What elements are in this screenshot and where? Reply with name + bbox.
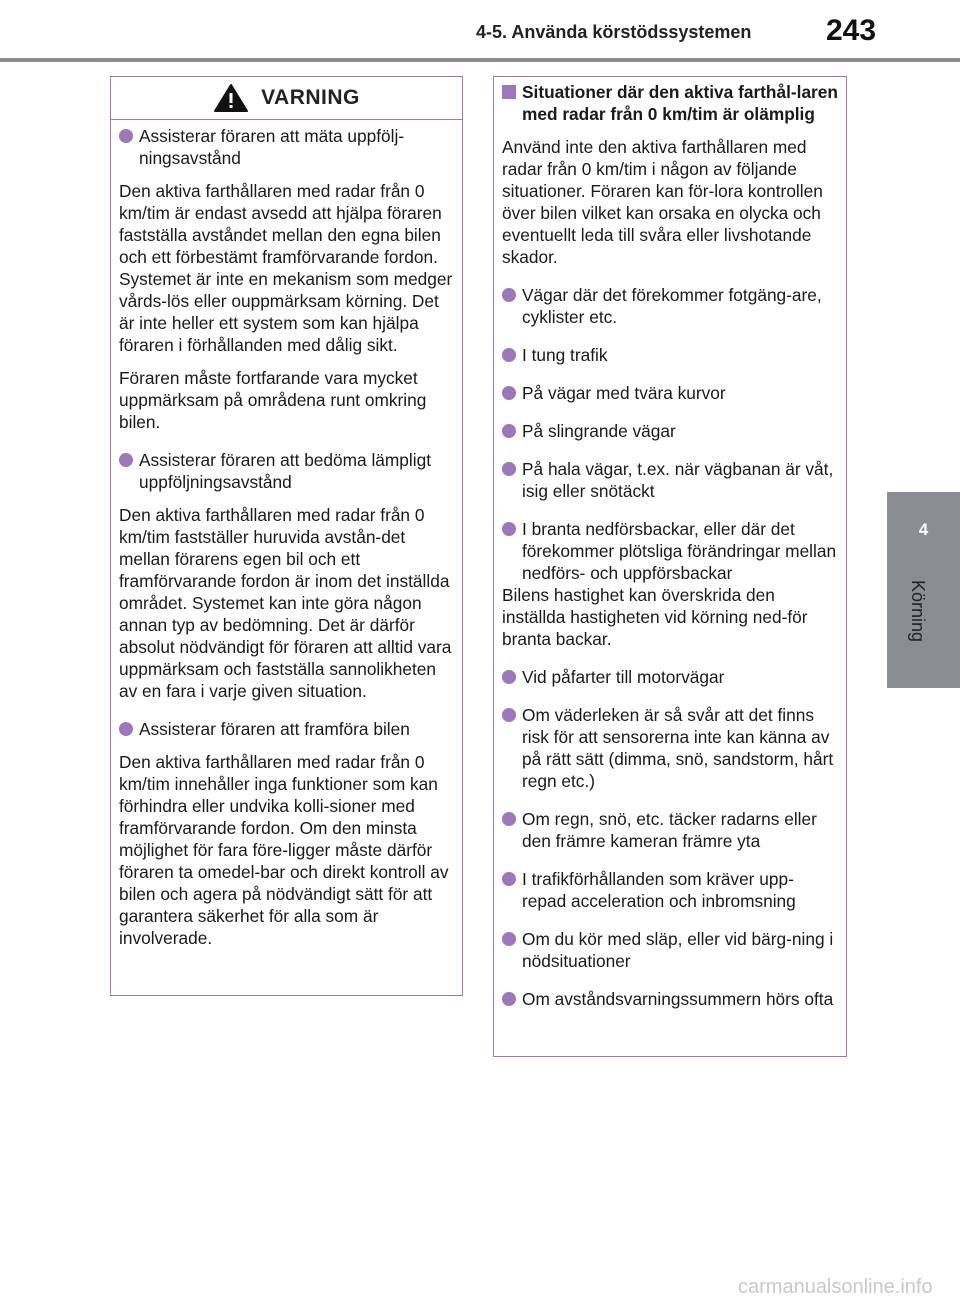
info-intro: Använd inte den aktiva farthållaren med radar från 0 km/tim i någon av följande situationer. Föraren kan för-lora kontrollen över bilen vilket kan orsaka en olycka och eventuellt leda till svåra eller livshotande skador. [502, 137, 823, 267]
bullet-dot [502, 462, 516, 476]
bullet-dot [119, 453, 133, 467]
info-item-text: Om du kör med släp, eller vid bärg-ning i nödsituationer [522, 929, 834, 971]
warning-box [110, 76, 463, 996]
info-item-text: Vid påfarter till motorvägar [522, 667, 725, 687]
info-item-text: Om avståndsvarningssummern hörs ofta [522, 989, 834, 1009]
warning-title: VARNING [261, 86, 360, 109]
info-heading: Situationer där den aktiva farthål-laren med radar från 0 km/tim är olämplig [522, 82, 838, 124]
info-item-text: I branta nedförsbackar, eller där det förekommer plötsliga förändringar mellan nedförs- och uppförsbackar [522, 519, 837, 583]
info-item-text: På slingrande vägar [522, 421, 676, 441]
bullet-dot [502, 348, 516, 362]
info-item [502, 344, 838, 366]
square-bullet [502, 85, 516, 99]
bullet-dot [502, 872, 516, 886]
info-item-text: På vägar med tvära kurvor [522, 383, 726, 403]
warning-item-text: Föraren måste fortfarande vara mycket uppmärksam på områdena runt omkring bilen. [119, 368, 427, 432]
warning-header [111, 77, 462, 120]
info-note: Bilens hastighet kan överskrida den inställda hastigheten vid körning ned-för branta backar. [502, 585, 808, 649]
bullet-dot [502, 708, 516, 722]
warning-item-text: Den aktiva farthållaren med radar från 0 km/tim fastställer huruvida avstån-det mellan förarens egen bil och ett framförvarande fordon är inom det inställda området. Systemet kan inte göra någon annan typ av bedömning. Det är därför absolut nödvändigt för föraren att alltid vara uppmärksam och fastställa sannolikheten av en fara i varje given situation. [119, 505, 452, 701]
bullet-dot [502, 386, 516, 400]
bullet-dot [119, 722, 133, 736]
info-item [502, 518, 838, 584]
info-item [502, 666, 838, 688]
header-rule [0, 58, 960, 62]
page-header [0, 0, 960, 60]
warning-item-text: Den aktiva farthållaren med radar från 0 km/tim innehåller inga funktioner som kan förhindra eller undvika kolli-sioner med framförvarande fordon. Om den minsta möjlighet för fara före-ligger måste därför föraren ta omedel-bar och direkt kontroll av bilen och agera på nödvändigt sätt för att garantera säkerhet för alla som är involverade. [119, 752, 449, 948]
info-item [502, 808, 838, 852]
bullet-dot [119, 129, 133, 143]
page-number: 243 [826, 14, 877, 47]
info-item-text: Om väderleken är så svår att det finns risk för att sensorerna inte kan känna av på rätt sätt (dimma, snö, sandstorm, hårt regn etc.) [522, 705, 834, 791]
warning-content [119, 125, 454, 949]
info-item [502, 868, 838, 912]
warning-item [119, 449, 454, 493]
info-box [493, 76, 847, 1057]
info-item [502, 988, 838, 1010]
section-title: 4-5. Använda körstödssystemen [476, 22, 752, 42]
bullet-dot [502, 288, 516, 302]
watermark: carmanualsonline.info [738, 1276, 933, 1298]
info-item-text: I tung trafik [522, 345, 608, 365]
warning-item-heading: Assisterar föraren att framföra bilen [139, 719, 410, 739]
info-item [502, 284, 838, 328]
info-item [502, 420, 838, 442]
info-content [502, 81, 838, 1010]
bullet-dot [502, 670, 516, 684]
bullet-dot [502, 522, 516, 536]
warning-item-heading: Assisterar föraren att mäta uppfölj-ningsavstånd [139, 126, 405, 168]
bullet-dot [502, 812, 516, 826]
info-item [502, 382, 838, 404]
warning-item [119, 718, 454, 740]
info-item-text: I trafikförhållanden som kräver upp-repad acceleration och inbromsning [522, 869, 796, 911]
info-item-text: Om regn, snö, etc. täcker radarns eller den främre kameran främre yta [522, 809, 817, 851]
info-heading-row [502, 81, 838, 125]
warning-triangle-icon [213, 83, 249, 113]
chapter-number: 4 [918, 520, 929, 539]
bullet-dot [502, 424, 516, 438]
info-item-text: Vägar där det förekommer fotgäng-are, cyklister etc. [522, 285, 822, 327]
warning-item-heading: Assisterar föraren att bedöma lämpligt uppföljningsavstånd [139, 450, 431, 492]
info-item [502, 458, 838, 502]
bullet-dot [502, 992, 516, 1006]
warning-item-text: Den aktiva farthållaren med radar från 0 km/tim är endast avsedd att hjälpa föraren fastställa avståndet mellan den egna bilen och ett förbestämt framförvarande fordon. Systemet är inte en mekanism som medger vårds-lös eller ouppmärksam körning. Det är inte heller ett system som kan hjälpa föraren i förhållanden med dålig sikt. [119, 181, 453, 355]
info-item [502, 704, 838, 792]
warning-item [119, 125, 454, 169]
chapter-tab [887, 492, 960, 568]
bullet-dot [502, 932, 516, 946]
info-item-text: På hala vägar, t.ex. när vägbanan är våt, isig eller snötäckt [522, 459, 834, 501]
chapter-name: Körning [908, 580, 928, 643]
info-item [502, 928, 838, 972]
